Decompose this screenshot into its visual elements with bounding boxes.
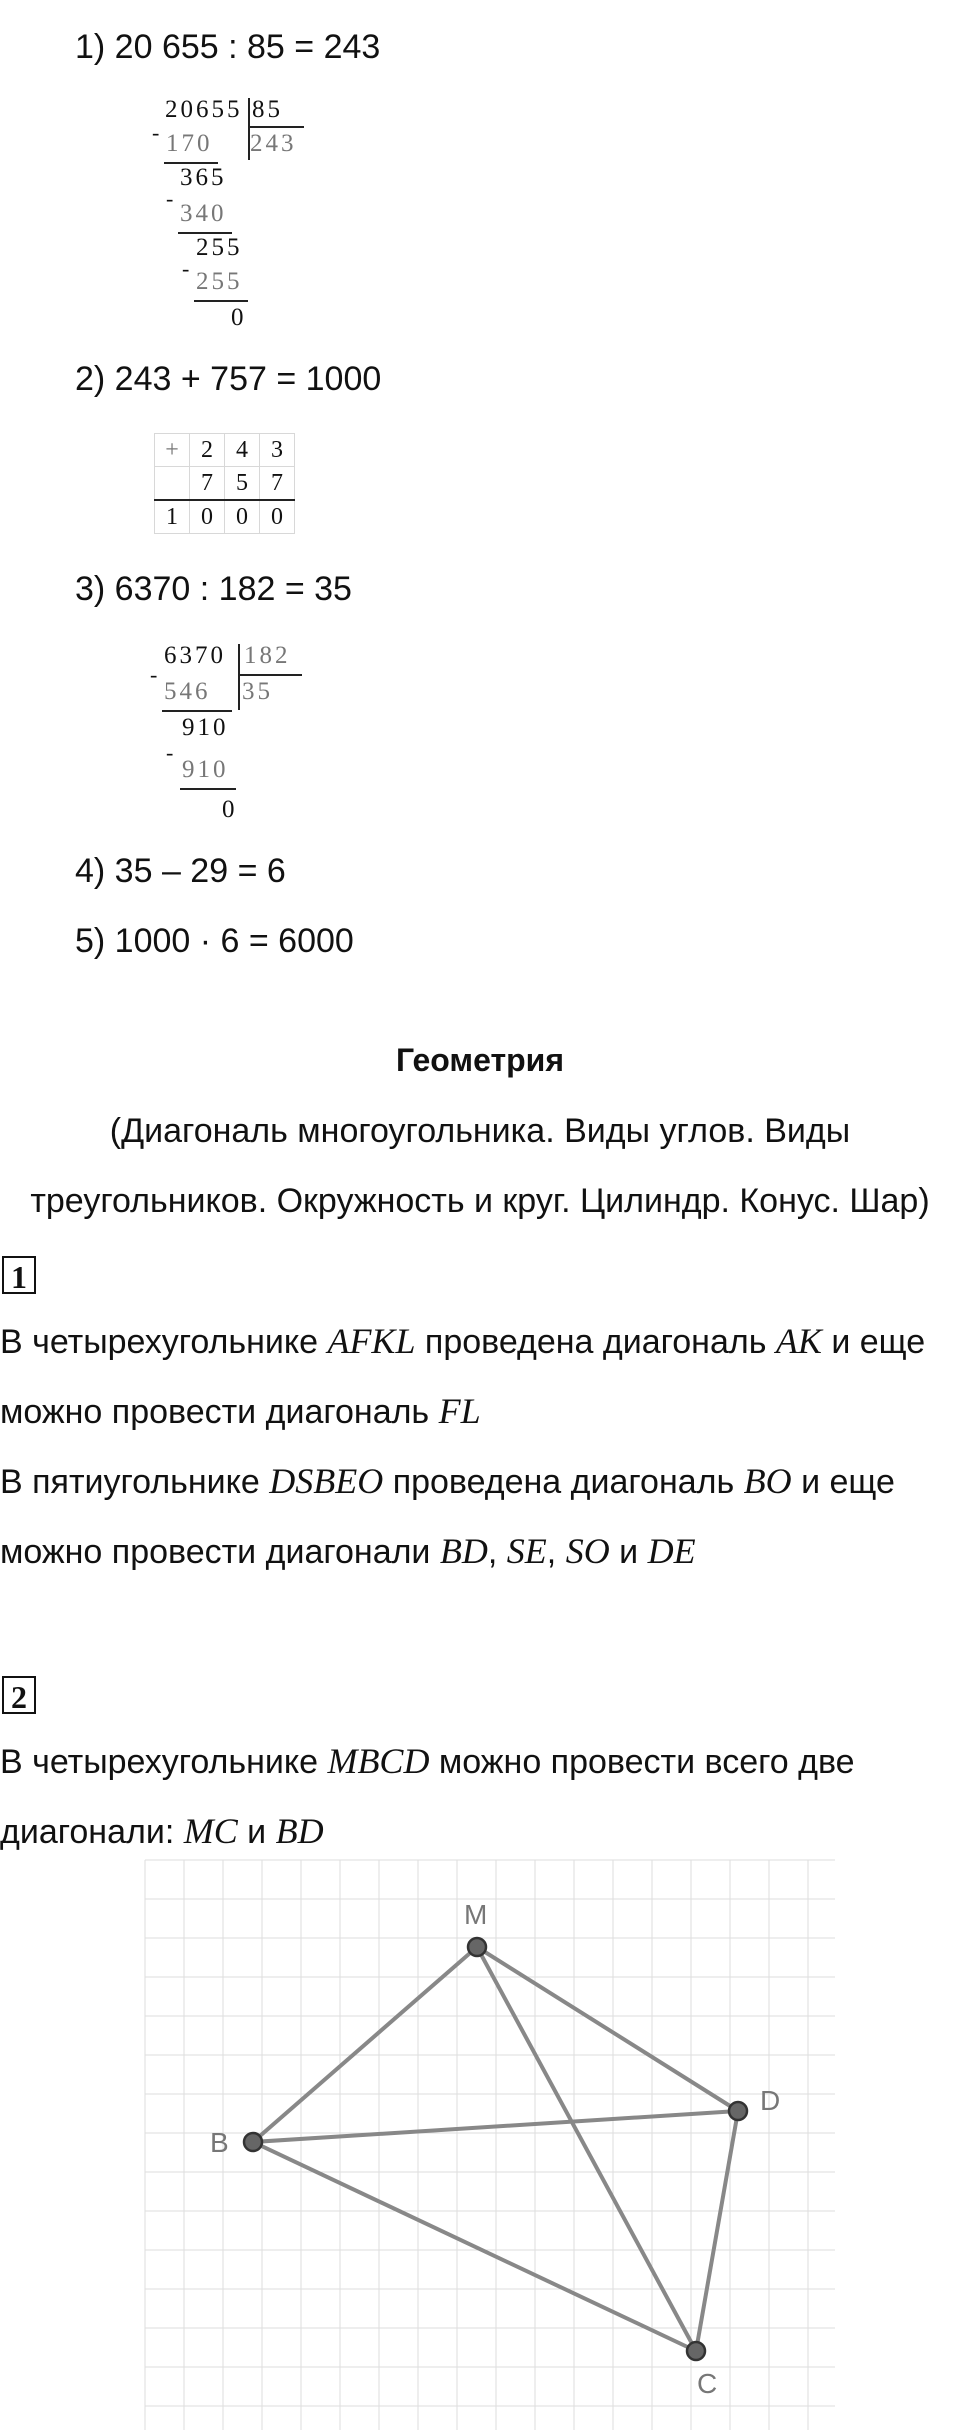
- div2-dividend: 6370: [164, 642, 226, 669]
- side-mb: [253, 1947, 477, 2142]
- section-subtitle-line2: треугольников. Окружность и круг. Цилиндр. Конус. Шар): [30, 1182, 930, 1220]
- step-3: 3) 6370 : 182 = 35: [75, 570, 352, 608]
- label-d: D: [760, 2085, 781, 2116]
- task-number-1: 1: [2, 1256, 36, 1294]
- diagonal-mc: [477, 1947, 696, 2351]
- digit: 2: [190, 434, 225, 467]
- task-number-2: 2: [2, 1676, 36, 1714]
- div1-row: 365: [180, 164, 227, 191]
- div1-row: 0: [231, 304, 247, 331]
- task2-line2: диагонали: MC и BD: [0, 1811, 324, 1851]
- div1-row: 255: [196, 234, 243, 261]
- div2-quotient: 35: [242, 678, 273, 705]
- step-5: 5) 1000 · 6 = 6000: [75, 922, 354, 960]
- label-m: M: [464, 1899, 488, 1930]
- point-b: [244, 2133, 262, 2151]
- side-cd: [696, 2111, 738, 2351]
- point-d: [729, 2102, 747, 2120]
- digit: 7: [190, 467, 225, 501]
- label-b: B: [210, 2127, 229, 2158]
- point-m: [468, 1938, 486, 1956]
- task1-line1: В четырехугольнике AFKL проведена диагональ AK и еще: [0, 1321, 926, 1361]
- div2-row: 0: [222, 796, 238, 823]
- task2-line1: В четырехугольнике MBCD можно провести всего две: [0, 1741, 855, 1781]
- digit: 4: [225, 434, 260, 467]
- div1-divisor: 85: [252, 96, 283, 123]
- div1-quotient: 243: [250, 130, 297, 157]
- side-bc: [253, 2142, 696, 2351]
- div2-row: 910: [182, 756, 229, 783]
- step-1: 1) 20 655 : 85 = 243: [75, 28, 381, 66]
- digit: 7: [260, 467, 295, 501]
- section-title: Геометрия: [395, 1042, 565, 1078]
- plus-sign: +: [155, 434, 190, 467]
- div2-divisor: 182: [244, 642, 291, 669]
- task1-line3: В пятиугольнике DSBEO проведена диагональ BO и еще: [0, 1461, 895, 1501]
- digit: 0: [190, 500, 225, 534]
- digit: 5: [225, 467, 260, 501]
- div1-row: 170: [166, 130, 213, 157]
- digit: 3: [260, 434, 295, 467]
- div1-row: 255: [196, 268, 243, 295]
- div1-row: 340: [180, 200, 227, 227]
- section-subtitle-line1: (Диагональ многоугольника. Виды углов. Виды: [109, 1112, 851, 1150]
- digit: 0: [225, 500, 260, 534]
- div2-row: 910: [182, 714, 229, 741]
- point-c: [687, 2342, 705, 2360]
- side-md: [477, 1947, 738, 2111]
- step-2: 2) 243 + 757 = 1000: [75, 360, 382, 398]
- div1-dividend: 20655: [165, 96, 243, 123]
- task1-line4: можно провести диагонали BD, SE, SO и DE: [0, 1531, 696, 1571]
- step-4: 4) 35 – 29 = 6: [75, 852, 286, 890]
- div2-row: 546: [164, 678, 211, 705]
- task1-line2: можно провести диагональ FL: [0, 1391, 481, 1431]
- label-c: C: [697, 2368, 718, 2399]
- digit: 0: [260, 500, 295, 534]
- digit: 1: [155, 500, 190, 534]
